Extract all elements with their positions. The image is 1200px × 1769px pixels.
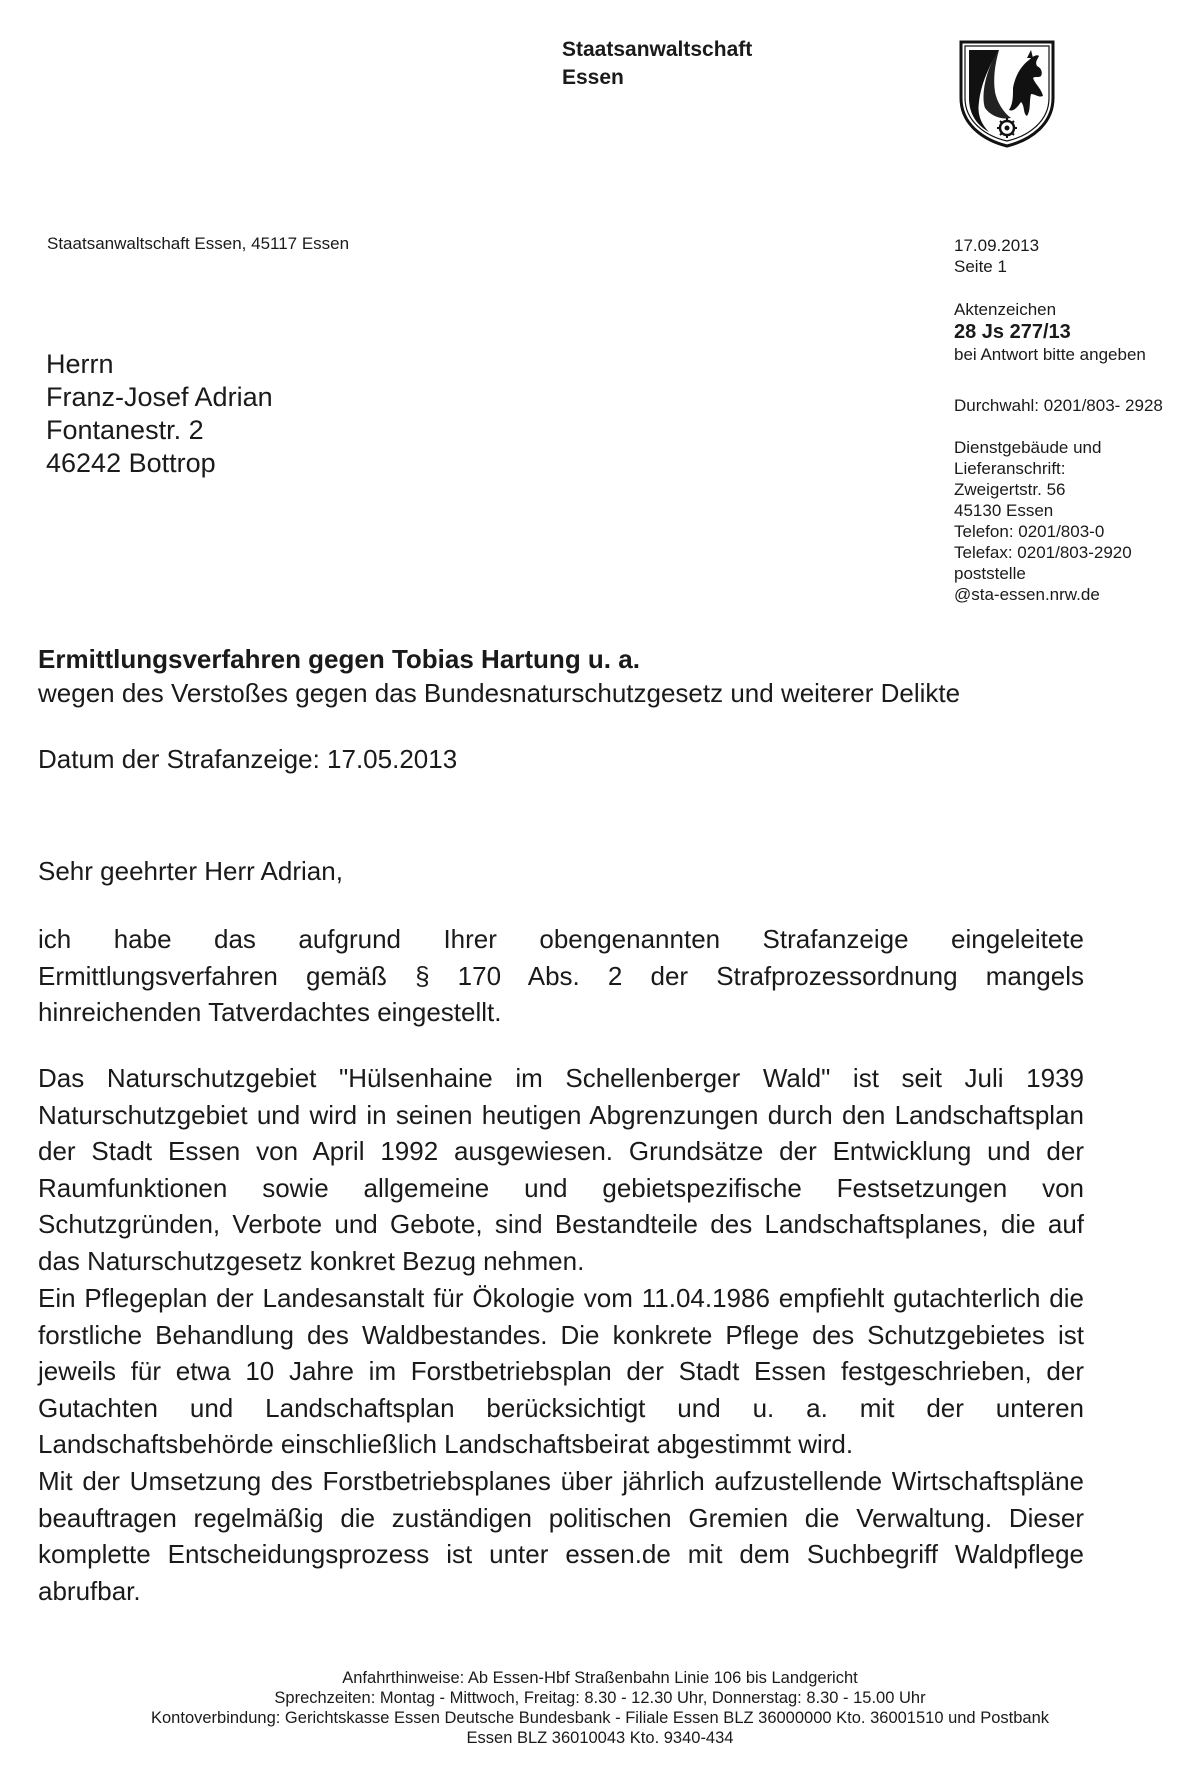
paragraph-text: Ein Pflegeplan der Landesanstalt für Ökologie vom 11.04.1986 empfiehlt gutachterlich die forstliche Behandlung des Waldbestandes. Die konkrete Pflege des Schutzgebietes ist jeweils für etwa 10 Jahre im Forstbetriebsplan der Stadt Essen festgeschrieben, der Gutachten und Landschaftsplan berücksichtigt und u. a. mit der unteren Landschaftsbehörde einschließlich Landschaftsbeirat abgestimmt wird. <box>38 1283 1084 1459</box>
info-date-block <box>954 235 1039 277</box>
directions-line: Anfahrthinweise: Ab Essen-Hbf Straßenbahn Linie 106 bis Landgericht <box>342 1669 858 1687</box>
letterhead-organization <box>562 36 752 92</box>
recipient-address <box>46 348 273 480</box>
info-reference-block <box>954 299 1146 365</box>
subject-description: wegen des Verstoßes gegen das Bundesnaturschutzgesetz und weiterer Delikte <box>38 678 961 708</box>
body-paragraph-4 <box>38 1463 1084 1609</box>
recipient-city: 46242 Bottrop <box>46 448 216 478</box>
office-phone: Telefon: 0201/803-0 <box>954 522 1105 541</box>
building-label: Dienstgebäude und <box>954 438 1102 457</box>
complaint-date: Datum der Strafanzeige: 17.05.2013 <box>38 744 458 774</box>
letter-date: 17.09.2013 <box>954 236 1040 255</box>
reference-number: 28 Js 277/13 <box>954 321 1071 343</box>
office-email-user: poststelle <box>954 564 1026 583</box>
info-address-block <box>954 437 1132 605</box>
office-fax: Telefax: 0201/803-2920 <box>954 543 1132 562</box>
nrw-coat-of-arms-icon <box>955 36 1059 148</box>
organization-name: Staatsanwaltschaft <box>562 38 753 61</box>
recipient-name: Franz-Josef Adrian <box>46 382 273 412</box>
paragraph-text: Das Naturschutzgebiet "Hülsenhaine im Schellenberger Wald" ist seit Juli 1939 Naturschutzgebiet und wird in seinen heutigen Abgrenzungen durch den Landschaftsplan der Stadt Essen von April 1992 ausgewiesen. Grundsätze der Entwicklung und der Raumfunktionen sowie allgemeine und gebietspezifische Festsetzungen von Schutzgründen, Verbote und Gebote, sind Bestandteile des Landschaftsplanes, die auf das Naturschutzgesetz konkret Bezug nehmen. <box>38 1063 1084 1276</box>
body-paragraph-3 <box>38 1280 1084 1463</box>
body-paragraph-2 <box>38 1060 1084 1279</box>
reference-label: Aktenzeichen <box>954 300 1057 319</box>
reference-note: bei Antwort bitte angeben <box>954 345 1146 364</box>
page-number: Seite 1 <box>954 257 1007 276</box>
paragraph-text: Mit der Umsetzung des Forstbetriebsplanes über jährlich aufzustellende Wirtschaftspläne beauftragen regelmäßig die zuständigen politischen Gremien die Verwaltung. Dieser komplette Entscheidungsprozess ist unter essen.de mit dem Suchbegriff Waldpflege abrufbar. <box>38 1466 1084 1606</box>
subject-title: Ermittlungsverfahren gegen Tobias Hartung u. a. <box>38 644 640 674</box>
letter-footer <box>0 1668 1200 1748</box>
direct-dial: Durchwahl: 0201/803- 2928 <box>954 396 1163 415</box>
subject-block <box>38 642 1178 710</box>
bank-details-line-2: Essen BLZ 36010043 Kto. 9340-434 <box>466 1729 734 1747</box>
office-street: Zweigertstr. 56 <box>954 480 1066 499</box>
bank-details-line: Kontoverbindung: Gerichtskasse Essen Deutsche Bundesbank - Filiale Essen BLZ 36000000 Kto. 36001510 und Postbank <box>151 1709 1049 1727</box>
office-hours-line: Sprechzeiten: Montag - Mittwoch, Freitag: 8.30 - 12.30 Uhr, Donnerstag: 8.30 - 15.00 Uhr <box>274 1689 926 1707</box>
letter-salutation: Sehr geehrter Herr Adrian, <box>38 856 343 886</box>
paragraph-text: ich habe das aufgrund Ihrer obengenannten Strafanzeige eingeleitete Ermittlungsverfahren gemäß § 170 Abs. 2 der Strafprozessordnung mangels hinreichenden Tatverdachtes eingestellt. <box>38 924 1084 1027</box>
office-email-domain: @sta-essen.nrw.de <box>954 585 1100 604</box>
office-city: 45130 Essen <box>954 501 1054 520</box>
recipient-salutation: Herrn <box>46 349 114 379</box>
body-paragraph-1 <box>38 921 1084 1031</box>
delivery-label: Lieferanschrift: <box>954 459 1066 478</box>
sender-return-address: Staatsanwaltschaft Essen, 45117 Essen <box>47 234 350 253</box>
organization-city: Essen <box>562 66 624 89</box>
recipient-street: Fontanestr. 2 <box>46 415 204 445</box>
